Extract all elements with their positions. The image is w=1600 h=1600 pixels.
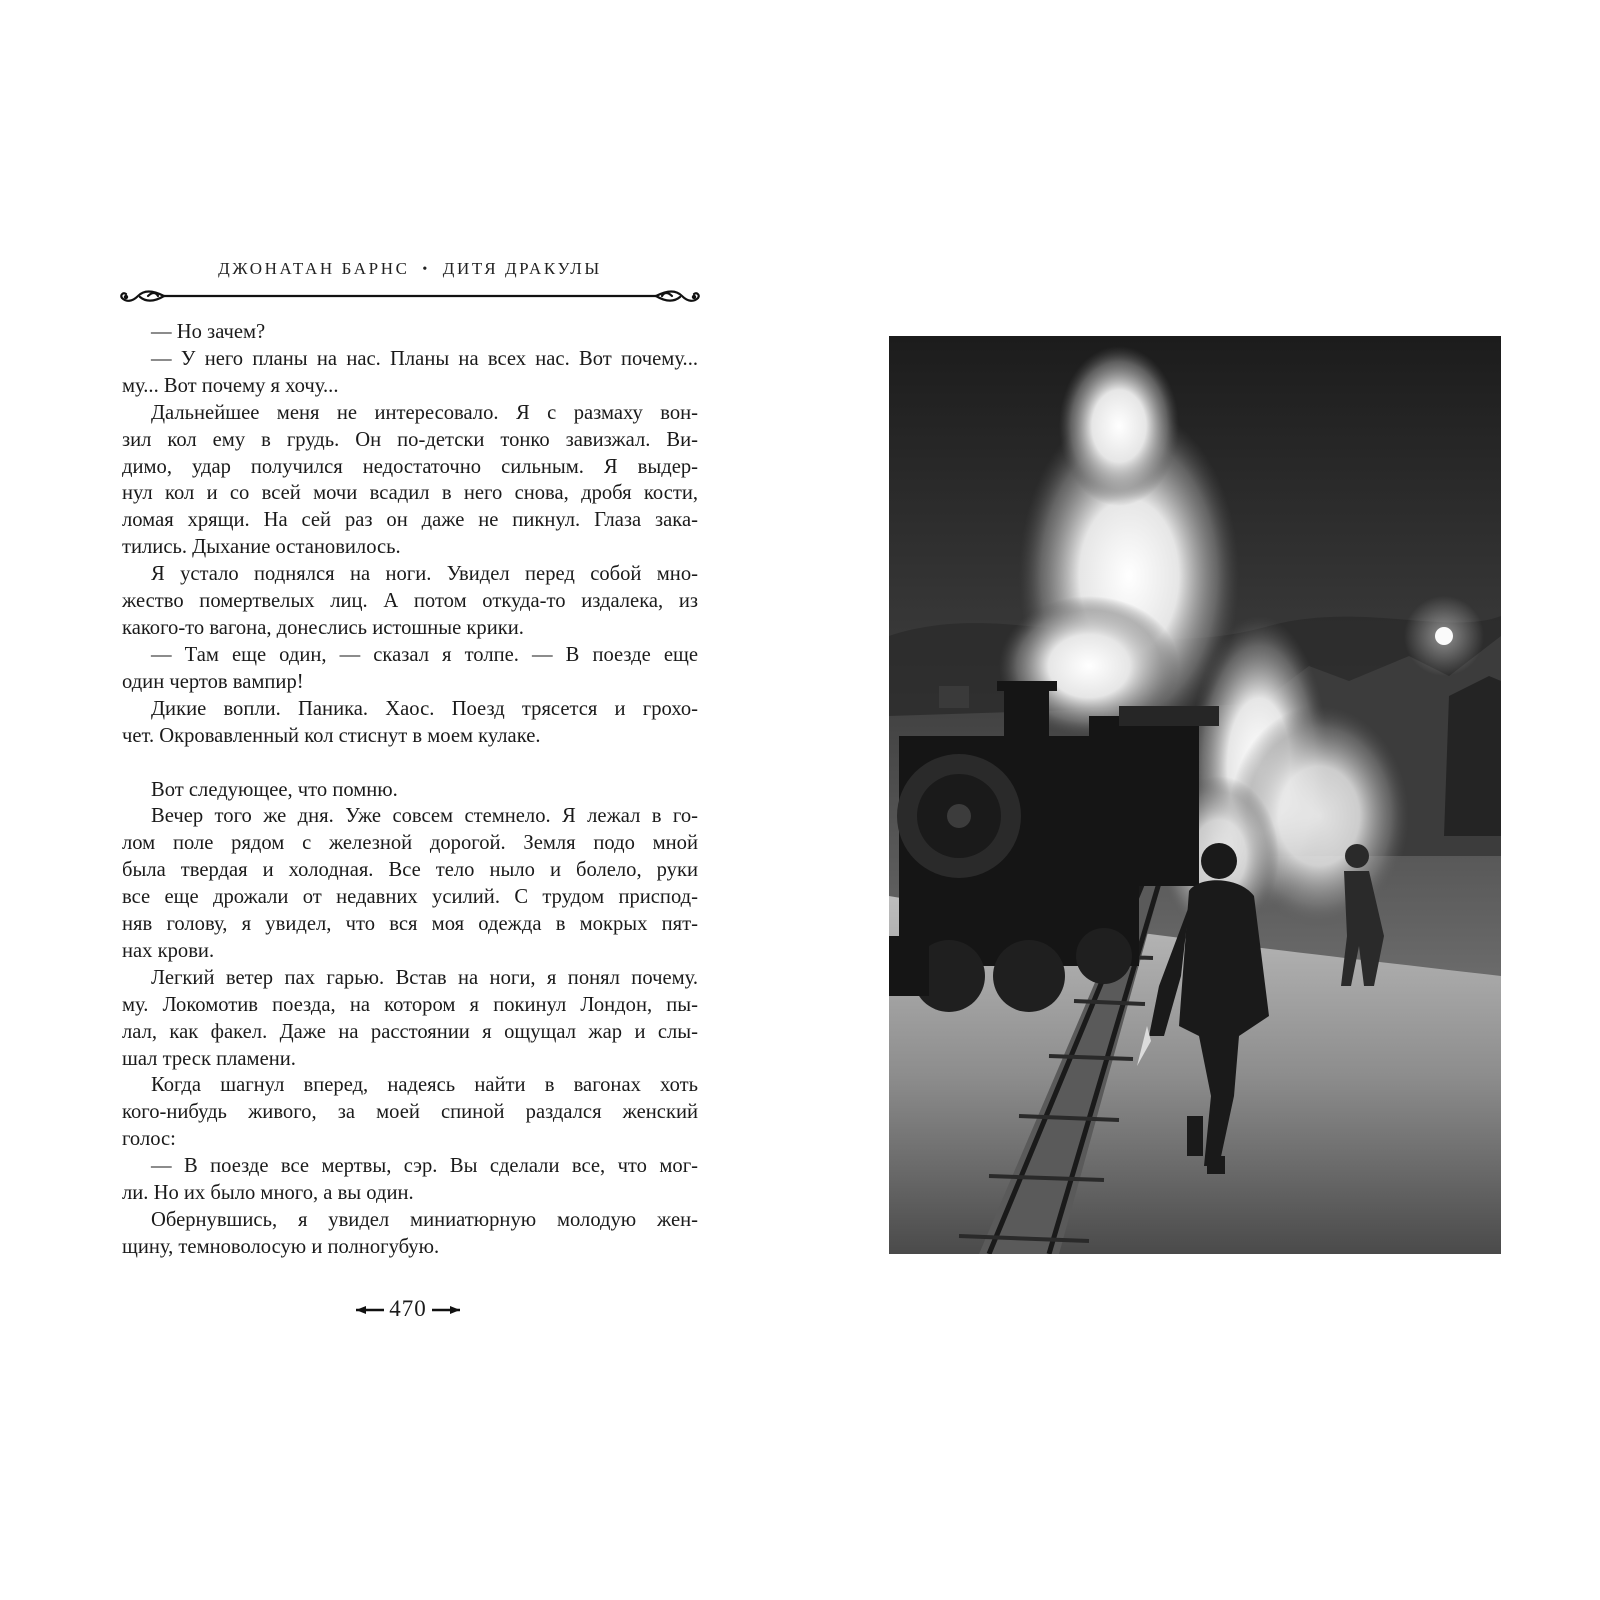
paragraph [122, 696, 698, 750]
text-line: все еще дрожали от недавних усилий. С трудом приспод- [122, 886, 698, 909]
ornamental-rule [118, 288, 702, 306]
text-line: димо, удар получился недостаточно сильным. Я выдер- [122, 455, 698, 478]
paragraph [122, 965, 698, 1073]
header-title: ДИТЯ ДРАКУЛЫ [442, 259, 602, 278]
text-line: — В поезде все мертвы, сэр. Вы сделали все, что мог- [151, 1155, 698, 1178]
text-line: была твердая и холодная. Все тело ныло и болело, руки [122, 859, 698, 882]
text-line: — Но зачем? [151, 321, 266, 343]
header-separator: • [422, 262, 430, 277]
page-number: 470 [389, 1296, 427, 1321]
text-line: няв голову, я увидел, что вся моя одежда в мокрых пят- [122, 913, 698, 936]
paragraph [122, 1153, 698, 1207]
paragraph [122, 346, 698, 400]
paragraph [122, 642, 698, 696]
left-flourish-icon [121, 292, 164, 301]
running-header [120, 259, 700, 279]
text-line: Вот следующее, что помню. [151, 778, 398, 801]
text-line: лом поле рядом с железной дорогой. Земля подо мной [122, 832, 698, 855]
text-line: тились. Дыхание остановилось. [122, 536, 401, 559]
text-line: нул кол и со всей мочи всадил в него снова, дробя кости, [122, 482, 698, 505]
paragraph [122, 1072, 698, 1153]
right-flourish-icon [656, 292, 699, 301]
text-line: лал, как факел. Даже на расстоянии я ощущал жар и слы- [122, 1020, 698, 1043]
paragraph [122, 319, 698, 346]
text-line: Легкий ветер пах гарью. Встав на ноги, я понял почему. [151, 966, 698, 989]
text-line: му... Вот почему я хочу... [122, 374, 339, 397]
paragraph [122, 561, 698, 642]
text-line: Вечер того же дня. Уже совсем стемнело. Я лежал в го- [151, 805, 698, 828]
text-line: чет. Окровавленный кол стиснут в моем кулаке. [122, 724, 541, 747]
text-line: Я устало поднялся на ноги. Увидел перед собой мно- [151, 563, 698, 586]
text-line: му. Локомотив поезда, на котором я покинул Лондон, пы- [122, 993, 698, 1016]
text-line: Дальнейшее меня не интересовало. Я с размаху вон- [151, 401, 698, 424]
text-line: Дикие вопли. Паника. Хаос. Поезд трясется и грохо- [151, 697, 698, 720]
text-line: — Там еще один, — сказал я толпе. — В поезде еще [151, 643, 698, 666]
text-line: — У него планы на нас. Планы на всех нас. Вот почему... [151, 347, 698, 370]
text-line: шал треск пламени. [122, 1047, 296, 1070]
text-line: щину, темноволосую и полногубую. [122, 1235, 440, 1258]
text-line: голос: [122, 1128, 176, 1151]
text-line: один чертов вампир! [122, 670, 304, 693]
text-line: ломая хрящи. На сей раз он даже не пикнул. Глаза зака- [122, 509, 698, 532]
text-line: нах крови. [122, 939, 215, 962]
header-author: ДЖОНАТАН БАРНС [218, 259, 410, 278]
paragraph [122, 400, 698, 561]
text-line: жество помертвелых лиц. А потом откуда-то издалека, из [122, 590, 698, 613]
paragraph [122, 803, 698, 964]
paragraph [122, 1207, 698, 1261]
text-line: Когда шагнул вперед, надеясь найти в вагонах хоть [151, 1074, 698, 1097]
text-line: Обернувшись, я увидел миниатюрную молодую жен- [151, 1209, 698, 1231]
illustration [889, 336, 1501, 1254]
body-text [122, 319, 698, 1261]
text-line: ли. Но их было много, а вы один. [122, 1182, 414, 1205]
page-folio [352, 1296, 464, 1326]
text-line: зил кол ему в грудь. Он по-детски тонко завизжал. Ви- [122, 428, 698, 451]
text-line: кого-нибудь живого, за моей спиной раздался женский [122, 1101, 698, 1124]
text-line: какого-то вагона, донеслись истошные крики. [122, 616, 524, 639]
section-break [122, 750, 698, 777]
paragraph [122, 777, 698, 804]
